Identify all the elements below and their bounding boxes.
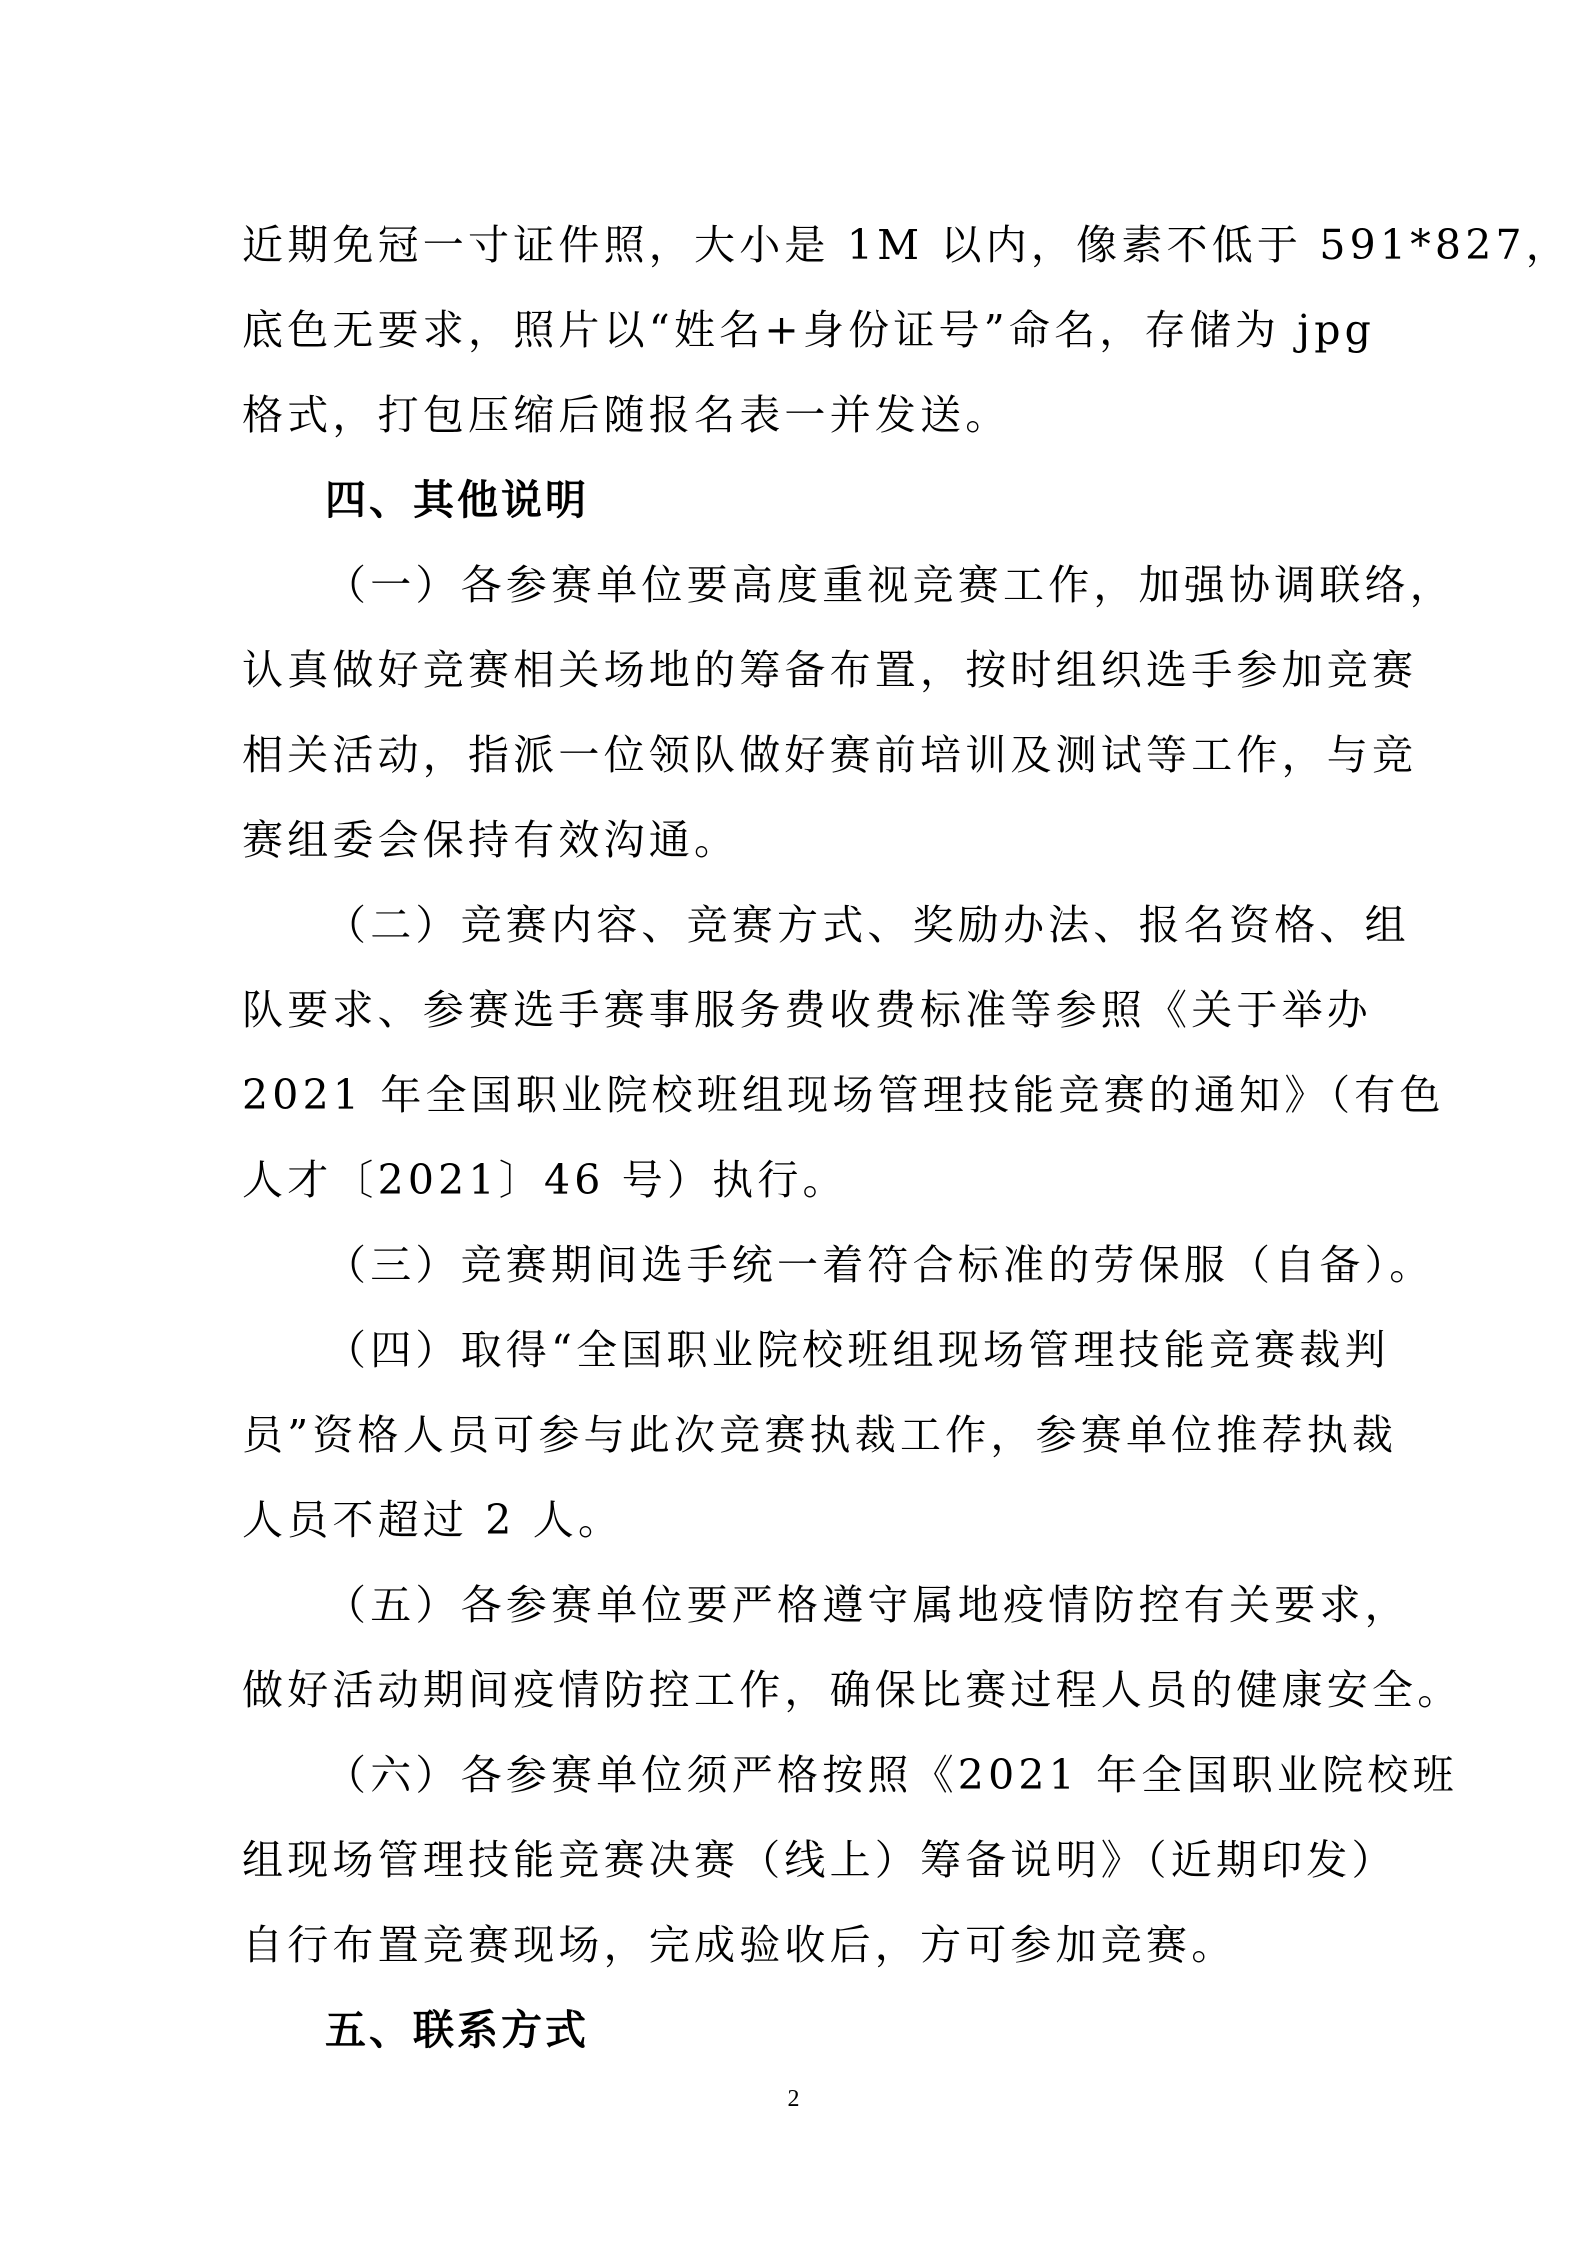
section-heading: 四、其他说明 (325, 476, 589, 524)
body-text-line: 2021 年全国职业院校班组现场管理技能竞赛的通知》（有色 (242, 1071, 1445, 1119)
body-text-line: 相关活动，指派一位领队做好赛前培训及测试等工作，与竞 (242, 731, 1418, 779)
body-text-line: 人员不超过 2 人。 (242, 1496, 624, 1544)
body-text-line: （一）各参赛单位要高度重视竞赛工作，加强协调联络， (325, 561, 1455, 609)
body-text-line: 队要求、参赛选手赛事服务费收费标准等参照《关于举办 (242, 986, 1372, 1034)
body-text-line: 近期免冠一寸证件照，大小是 1M 以内，像素不低于 591*827， (242, 221, 1571, 269)
body-text-line: （四）取得“全国职业院校班组现场管理技能竞赛裁判 (325, 1326, 1390, 1374)
body-text-line: 格式，打包压缩后随报名表一并发送。 (242, 391, 1011, 439)
body-text-line: 做好活动期间疫情防控工作，确保比赛过程人员的健康安全。 (242, 1666, 1463, 1714)
section-heading: 五、联系方式 (325, 2006, 589, 2054)
body-text-line: （五）各参赛单位要严格遵守属地疫情防控有关要求， (325, 1581, 1410, 1629)
body-text-line: 组现场管理技能竞赛决赛（线上）筹备说明》（近期印发） (242, 1836, 1397, 1884)
body-text-line: （三）竞赛期间选手统一着符合标准的劳保服（自备）。 (325, 1241, 1435, 1289)
body-text-line: 人才〔2021〕46 号）执行。 (242, 1156, 848, 1204)
body-text-line: 员”资格人员可参与此次竞赛执裁工作，参赛单位推荐执裁 (242, 1411, 1398, 1459)
page-number: 2 (787, 2086, 800, 2112)
body-text-line: （二）竞赛内容、竞赛方式、奖励办法、报名资格、组 (325, 901, 1410, 949)
body-text-line: 底色无要求，照片以“姓名+身份证号”命名，存储为 jpg (242, 306, 1376, 354)
body-text-line: 自行布置竞赛现场，完成验收后，方可参加竞赛。 (242, 1921, 1237, 1969)
body-text-line: 认真做好竞赛相关场地的筹备布置，按时组织选手参加竞赛 (242, 646, 1418, 694)
body-text-line: （六）各参赛单位须严格按照《2021 年全国职业院校班 (325, 1751, 1458, 1799)
body-text-line: 赛组委会保持有效沟通。 (242, 816, 740, 864)
